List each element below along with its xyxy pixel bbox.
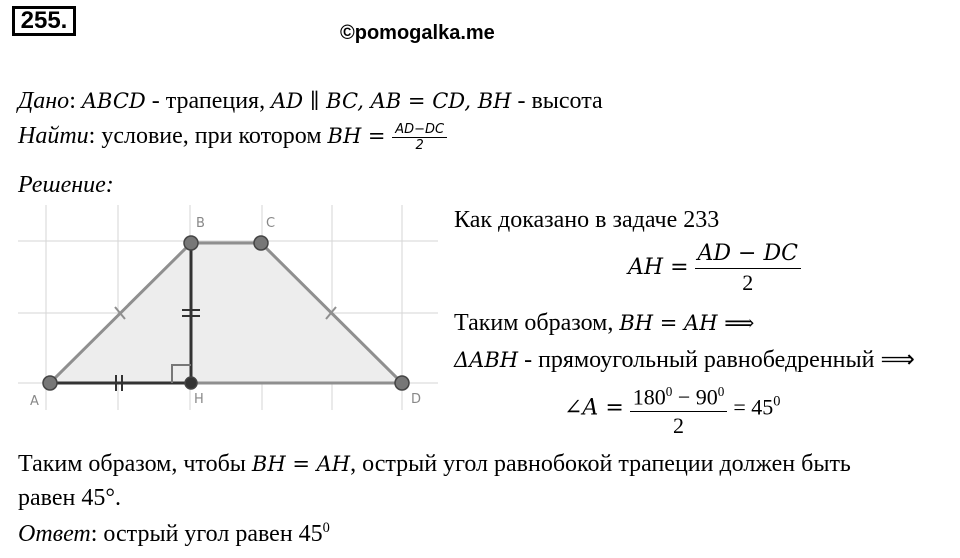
answer-label: Ответ: [18, 521, 91, 547]
label-b: B: [196, 216, 205, 231]
angle-rhs-sup: 0: [773, 393, 781, 410]
given-formula: AD ∥ BC, AB = CD, BH: [271, 89, 512, 113]
triangle-text: - прямоугольный равнобедренный ⟹: [518, 347, 915, 373]
answer-sup: 0: [322, 520, 330, 536]
find-label: Найти: [18, 123, 89, 150]
angle-num-b-sup: 0: [717, 384, 725, 399]
angle-formula: [564, 378, 780, 440]
given-text2: - высота: [511, 88, 603, 114]
solution-line1: Как доказано в задаче 233: [454, 207, 720, 233]
angle-num-b: − 90: [672, 384, 718, 410]
conclusion-formula: BH = AH: [251, 452, 351, 476]
conclusion-line1: [18, 451, 851, 478]
ah-num: AD − DC: [695, 240, 801, 269]
solution-label: Решение:: [18, 172, 114, 198]
find-den: 2: [415, 138, 424, 153]
angle-lhs: ∠A =: [564, 395, 624, 421]
ah-formula: [628, 240, 801, 297]
conclusion-line2: равен 45°.: [18, 485, 121, 511]
label-h: H: [194, 392, 204, 407]
label-a: A: [30, 394, 39, 409]
given-line: [18, 88, 603, 115]
given-abcd: ABCD: [81, 89, 146, 113]
given-label: Дано: [18, 88, 70, 114]
thus-line: [454, 310, 754, 337]
given-text1: - трапеция,: [145, 88, 272, 114]
given-sep: :: [69, 88, 76, 114]
trapezoid-figure: [18, 205, 438, 410]
angle-num: [630, 378, 728, 412]
triangle-formula: ΔABH: [454, 348, 519, 372]
angle-fraction: [630, 378, 728, 440]
find-line: [18, 122, 447, 153]
ah-den: 2: [742, 270, 754, 295]
label-d: D: [411, 392, 422, 407]
find-text: : условие, при котором: [88, 123, 328, 150]
thus-formula: BH = AH ⟹: [619, 311, 755, 335]
find-fraction: [392, 122, 447, 153]
problem-number: 255.: [12, 6, 76, 36]
triangle-line: [454, 345, 915, 374]
watermark: ©pomogalka.me: [340, 22, 495, 44]
label-c: C: [266, 216, 276, 231]
ah-lhs: AH =: [628, 255, 689, 281]
angle-den: 2: [673, 413, 685, 439]
conclusion-b: , острый угол равнобокой трапеции должен быть: [350, 451, 851, 477]
thus-text: Таким образом,: [454, 310, 620, 336]
conclusion-a: Таким образом, чтобы: [18, 451, 252, 477]
answer-text: : острый угол равен 45: [90, 521, 323, 547]
angle-num-a: 180: [632, 384, 666, 410]
angle-rhs: = 45: [733, 394, 774, 420]
angle-num-a-sup: 0: [665, 384, 673, 399]
find-num: AD−DC: [392, 122, 447, 138]
answer-line: [18, 520, 330, 548]
ah-fraction: [695, 240, 801, 297]
find-lhs: BH =: [327, 124, 393, 149]
